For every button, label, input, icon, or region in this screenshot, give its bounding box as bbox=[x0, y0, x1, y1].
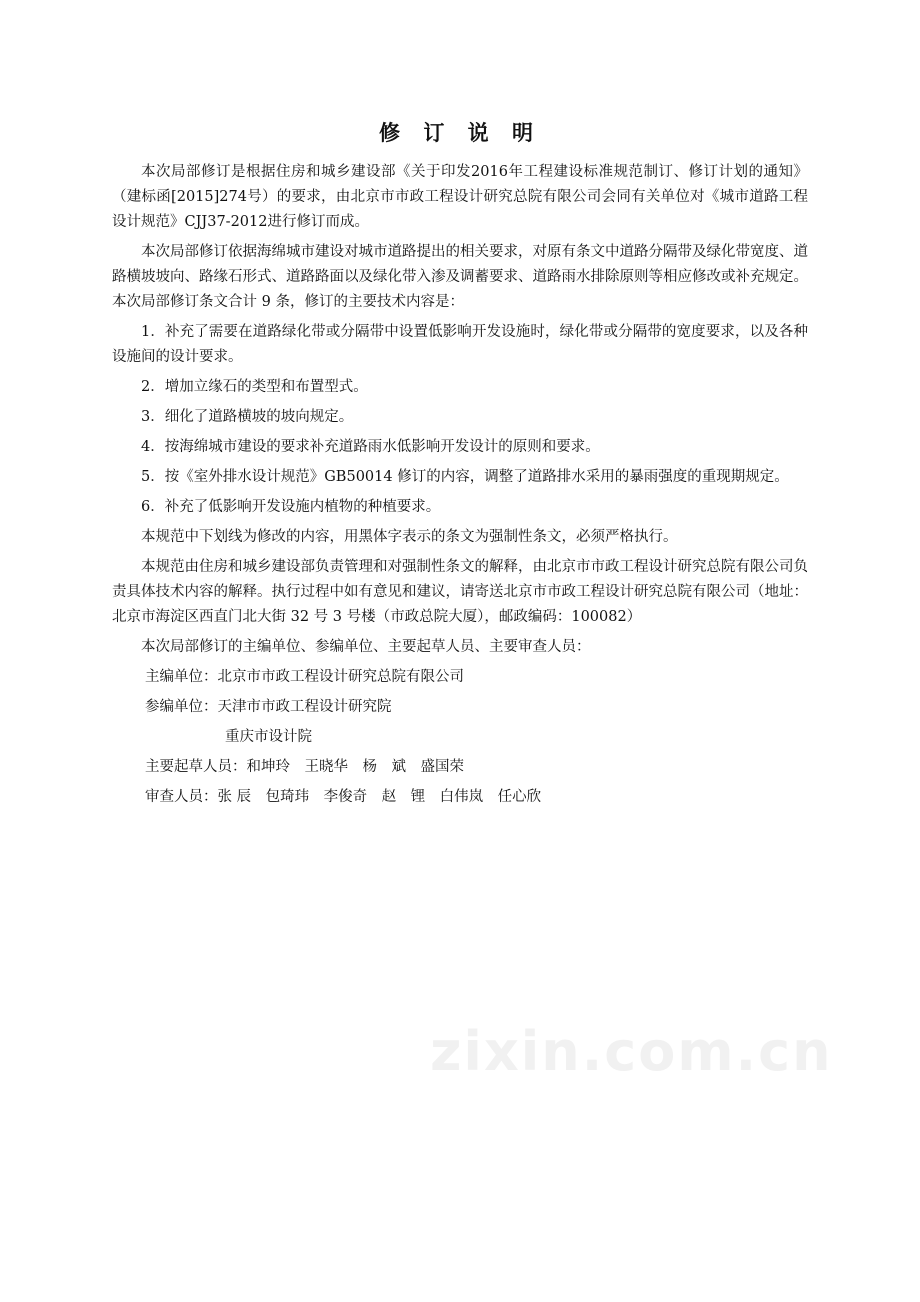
paragraph-underline-note: 本规范中下划线为修改的内容，用黑体字表示的条文为强制性条文，必须严格执行。 bbox=[141, 529, 678, 545]
participating-unit-2: 重庆市设计院 bbox=[225, 729, 312, 745]
paragraph-basis: 本次局部修订依据海绵城市建设对城市道路提出的相关要求，对原有条文中道路分隔带及绿化带宽度、道路横坡坡向、路缘石形式、道路路面以及绿化带入渗及调蓄要求、道路雨水排除原则等相应修改或补充规定。本次局部修订条文合计 9 条，修订的主要技术内容是： bbox=[112, 244, 808, 310]
list-item-1: 1．补充了需要在道路绿化带或分隔带中设置低影响开发设施时，绿化带或分隔带的宽度要求，以及各种设施间的设计要求。 bbox=[112, 324, 808, 365]
list-item-4: 4．按海绵城市建设的要求补充道路雨水低影响开发设计的原则和要求。 bbox=[141, 439, 600, 455]
paragraph-credits-intro: 本次局部修订的主编单位、参编单位、主要起草人员、主要审查人员： bbox=[141, 639, 591, 655]
document-page bbox=[112, 118, 808, 815]
list-item-2: 2．增加立缘石的类型和布置型式。 bbox=[141, 379, 368, 395]
page-title: 修 订 说 明 bbox=[379, 120, 541, 145]
participating-unit-1: 参编单位：天津市市政工程设计研究院 bbox=[145, 699, 392, 715]
list-item-5: 5．按《室外排水设计规范》GB50014 修订的内容，调整了道路排水采用的暴雨强度的重现期规定。 bbox=[141, 469, 789, 485]
drafters: 主要起草人员：和坤玲 王晓华 杨 斌 盛国荣 bbox=[145, 759, 464, 775]
chief-unit: 主编单位：北京市市政工程设计研究总院有限公司 bbox=[145, 669, 464, 685]
reviewers: 审查人员：张 辰 包琦玮 李俊奇 赵 锂 白伟岚 任心欣 bbox=[145, 789, 542, 805]
list-item-3: 3．细化了道路横坡的坡向规定。 bbox=[141, 409, 354, 425]
paragraph-intro: 本次局部修订是根据住房和城乡建设部《关于印发2016年工程建设标准规范制订、修订计划的通知》（建标函[2015]274号）的要求，由北京市市政工程设计研究总院有限公司会同有关单位对《城市道路工程设计规范》CJJ37-2012进行修订而成。 bbox=[112, 164, 808, 230]
watermark: zixin.com.cn bbox=[430, 1020, 833, 1083]
paragraph-management: 本规范由住房和城乡建设部负责管理和对强制性条文的解释，由北京市市政工程设计研究总院有限公司负责具体技术内容的解释。执行过程中如有意见和建议，请寄送北京市市政工程设计研究总院有限公司（地址：北京市海淀区西直门北大街 32 号 3 号楼（市政总院大厦），邮政编码：100082） bbox=[112, 559, 808, 625]
list-item-6: 6．补充了低影响开发设施内植物的种植要求。 bbox=[141, 499, 441, 515]
